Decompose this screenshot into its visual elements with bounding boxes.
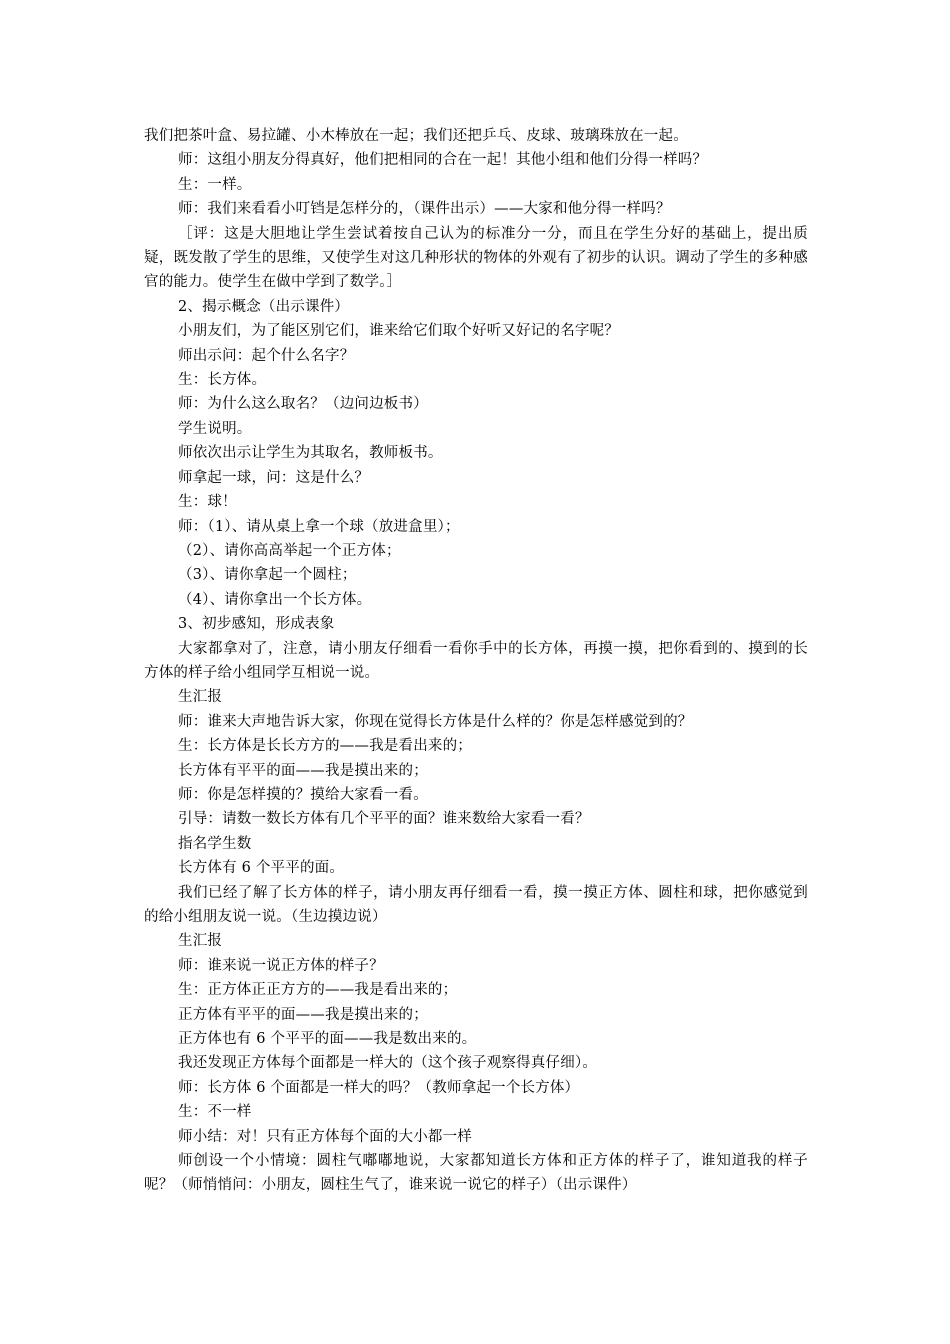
paragraph: 师拿起一球，问：这是什么？ xyxy=(178,469,370,486)
paragraph: 指名学生数 xyxy=(178,835,252,852)
document-body xyxy=(144,124,808,1198)
paragraph: 生：正方体正正方方的——我是看出来的； xyxy=(178,982,458,999)
paragraph: 师出示问：起个什么名字？ xyxy=(178,347,355,364)
paragraph: 生：球！ xyxy=(178,494,237,511)
paragraph: 生汇报 xyxy=(178,689,223,706)
paragraph: 师：为什么这么取名？（边问边板书） xyxy=(178,396,428,413)
paragraph: 正方体有平平的面——我是摸出来的； xyxy=(178,1006,428,1023)
comment-paragraph: ［评：这是大胆地让学生尝试着按自己认为的标准分一分，而且在学生分好的基础上，提出质疑，既发散了学生的思维，又使学生对这几种形状的物体的外观有了初步的认识。调动了学生的多种感官的能力。使学生在做中学到了数学。］ xyxy=(144,225,808,291)
paragraph: 小朋友们，为了能区别它们，谁来给它们取个好听又好记的名字呢？ xyxy=(178,323,619,340)
paragraph: 我们把茶叶盒、易拉罐、小木棒放在一起；我们还把乒乓、皮球、玻璃珠放在一起。 xyxy=(144,128,688,144)
paragraph: 生：长方体。 xyxy=(178,372,267,389)
paragraph: 师：谁来说一说正方体的样子？ xyxy=(178,957,384,974)
paragraph: 正方体也有 6 个平平的面——我是数出来的。 xyxy=(178,1031,477,1048)
paragraph: 生：长方体是长长方方的——我是看出来的； xyxy=(178,738,472,755)
paragraph: 师创设一个小情境：圆柱气嘟嘟地说，大家都知道长方体和正方体的样子了，谁知道我的样子呢？（师悄悄问：小朋友，圆柱生气了，谁来说一说它的样子）（出示课件） xyxy=(144,1153,808,1194)
section-heading: 3、初步感知，形成表象 xyxy=(178,616,335,633)
paragraph: 学生说明。 xyxy=(178,420,252,437)
paragraph: 生：不一样 xyxy=(178,1104,252,1121)
paragraph: 大家都拿对了，注意，请小朋友仔细看一看你手中的长方体，再摸一摸，把你看到的、摸到的长方体的样子给小组同学互相说一说。 xyxy=(144,640,808,681)
paragraph: 我还发现正方体每个面都是一样大的（这个孩子观察得真仔细）。 xyxy=(178,1055,598,1072)
paragraph: 师：谁来大声地告诉大家，你现在觉得长方体是什么样的？你是怎样感觉到的？ xyxy=(178,713,693,730)
paragraph: 生汇报 xyxy=(178,933,223,950)
paragraph: 生：一样。 xyxy=(178,176,252,193)
paragraph: 师小结：对！只有正方体每个面的大小都一样 xyxy=(178,1128,472,1145)
paragraph: 师：这组小朋友分得真好，他们把相同的合在一起！其他小组和他们分得一样吗？ xyxy=(178,152,708,169)
paragraph: （3）、请你拿起一个圆柱； xyxy=(178,567,357,584)
section-heading: 2、揭示概念（出示课件） xyxy=(178,298,350,315)
paragraph: （2）、请你高高举起一个正方体； xyxy=(178,542,401,559)
paragraph: 长方体有平平的面——我是摸出来的； xyxy=(178,762,428,779)
paragraph: 师：你是怎样摸的？摸给大家看一看。 xyxy=(178,786,428,803)
paragraph: 我们已经了解了长方体的样子，请小朋友再仔细看一看，摸一摸正方体、圆柱和球，把你感觉到的给小组朋友说一说。（生边摸边说） xyxy=(144,884,808,925)
paragraph: 师依次出示让学生为其取名，教师板书。 xyxy=(178,445,443,462)
paragraph: 师：（1）、请从桌上拿一个球（放进盒里）； xyxy=(178,518,460,535)
paragraph: 师：长方体 6 个面都是一样大的吗？（教师拿起一个长方体） xyxy=(178,1079,580,1096)
paragraph: （4）、请你拿出一个长方体。 xyxy=(178,591,372,608)
paragraph: 引导：请数一数长方体有几个平平的面？谁来数给大家看一看？ xyxy=(178,811,590,828)
paragraph: 师：我们来看看小叮铛是怎样分的，（课件出示）——大家和他分得一样吗？ xyxy=(178,201,671,218)
paragraph: 长方体有 6 个平平的面。 xyxy=(178,860,345,877)
